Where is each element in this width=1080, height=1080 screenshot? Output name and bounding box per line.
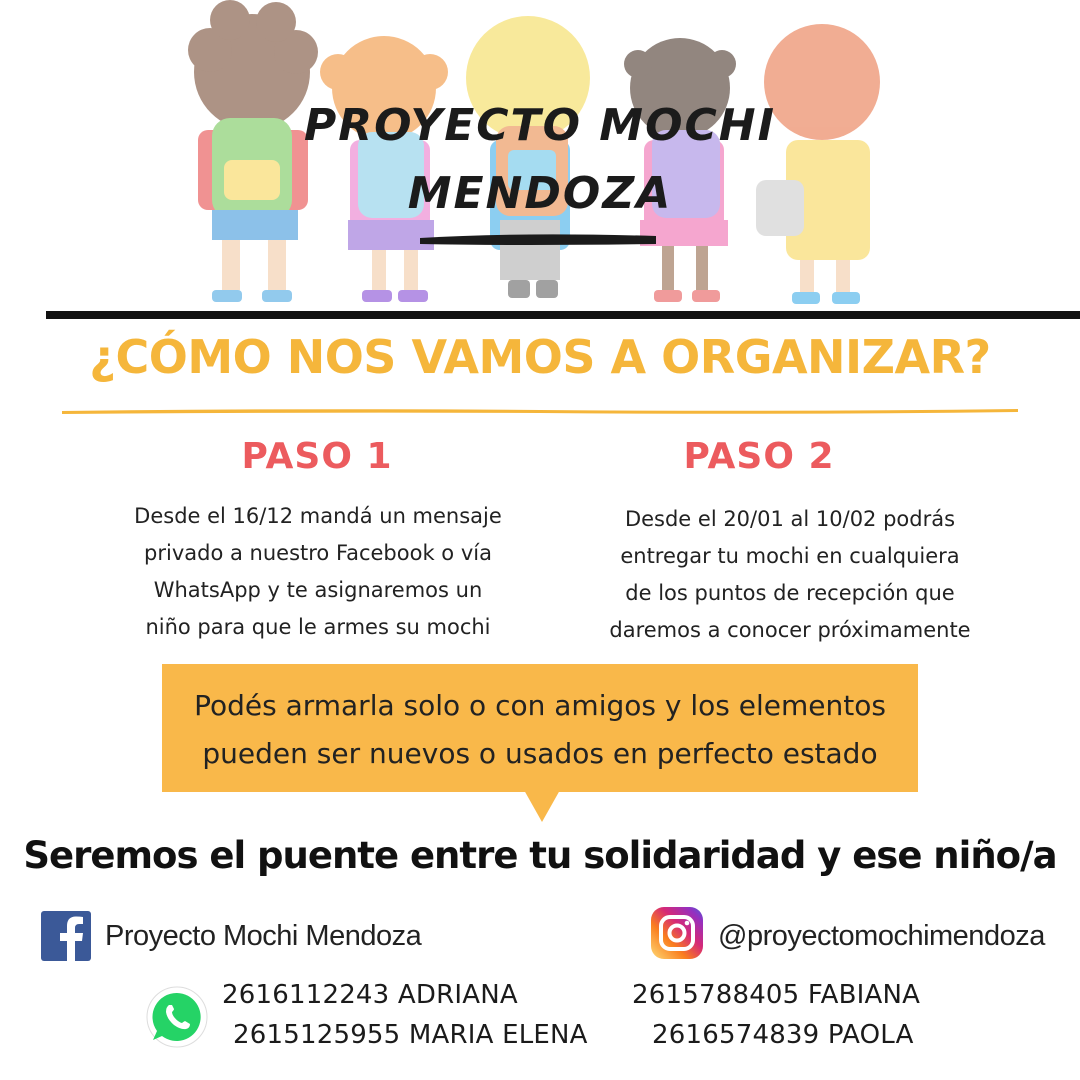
step1-line: WhatsApp y te asignaremos un [153,578,483,602]
whatsapp-icon[interactable] [145,985,209,1049]
step2-title: PASO 2 [683,436,835,477]
step1-line: Desde el 16/12 mandá un mensaje [134,504,502,528]
note-line1: Podés armarla solo o con amigos y los elementos [194,689,886,722]
step2-line: entregar tu mochi en cualquiera [620,544,960,568]
header-title-line2: MENDOZA [407,168,673,219]
kid-1 [188,0,318,302]
slogan: Seremos el puente entre tu solidaridad y ese niño/a [23,834,1057,877]
children-backpacks-illustration [0,0,1080,312]
facebook-page-link[interactable]: Proyecto Mochi Mendoza [105,920,422,952]
kid-5 [756,24,880,304]
section-divider [46,311,1080,319]
question-underline [62,406,1018,416]
phone-contact[interactable]: 2616574839 PAOLA [652,1020,914,1050]
note-callout-tail [524,790,560,822]
instagram-handle-link[interactable]: @proyectomochimendoza [718,920,1045,952]
header-illustration [0,0,1080,312]
phone-contact[interactable]: 2615788405 FABIANA [632,980,921,1010]
question-heading: ¿CÓMO NOS VAMOS A ORGANIZAR? [89,330,991,384]
step2-line: de los puntos de recepción que [625,581,955,605]
phone-contact[interactable]: 2615125955 MARIA ELENA [233,1020,588,1050]
step1-description [68,498,568,646]
header-title-line1: PROYECTO MOCHI [304,100,776,151]
kid-3 [466,16,590,298]
step2-description [540,501,1040,649]
step1-line: privado a nuestro Facebook o vía [144,541,492,565]
step1-line: niño para que le armes su mochi [145,615,491,639]
note-text [162,682,918,778]
step1-title: PASO 1 [241,436,393,477]
step2-line: Desde el 20/01 al 10/02 podrás [624,507,956,531]
phone-contact[interactable]: 2616112243 ADRIANA [222,980,518,1010]
instagram-icon[interactable] [650,906,704,960]
facebook-icon[interactable] [41,911,91,961]
step2-line: daremos a conocer próximamente [609,618,971,642]
note-line2: pueden ser nuevos o usados en perfecto estado [202,737,878,770]
